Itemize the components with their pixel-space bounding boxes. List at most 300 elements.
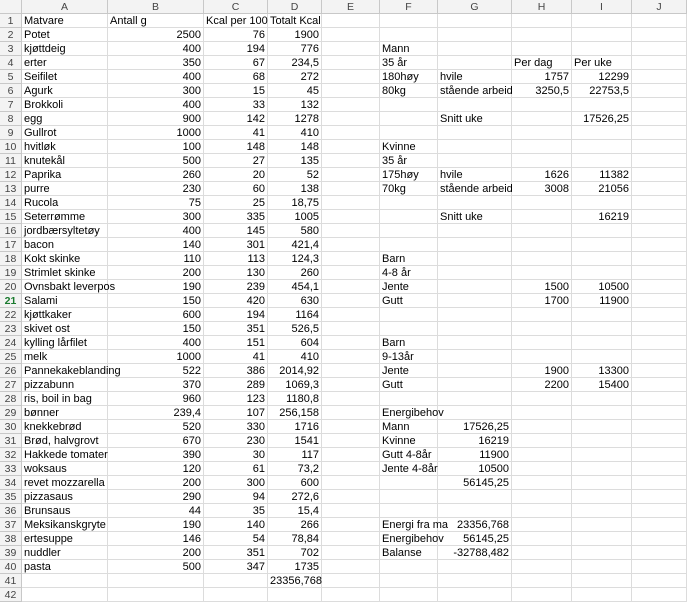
cell-i23[interactable] (572, 322, 632, 336)
cell-g27[interactable] (438, 378, 512, 392)
cell-g6[interactable]: stående arbeid (440, 85, 513, 97)
cell-d10[interactable]: 148 (268, 140, 322, 154)
cell-g35[interactable] (438, 490, 512, 504)
cell-b36[interactable]: 44 (108, 504, 204, 518)
row-header-29[interactable]: 29 (0, 406, 22, 420)
cell-j38[interactable] (632, 532, 687, 546)
cell-j15[interactable] (632, 210, 687, 224)
cell-f9[interactable] (380, 126, 438, 140)
cell-c41[interactable] (204, 574, 268, 588)
cell-j17[interactable] (632, 238, 687, 252)
cell-e21[interactable] (322, 294, 380, 308)
cell-d36[interactable]: 15,4 (268, 504, 322, 518)
cell-i8[interactable]: 17526,25 (572, 112, 632, 126)
cell-h19[interactable] (512, 266, 572, 280)
cell-g31[interactable]: 16219 (438, 434, 512, 448)
cell-f18[interactable]: Barn (380, 252, 438, 266)
row-header-11[interactable]: 11 (0, 154, 22, 168)
cell-i31[interactable] (572, 434, 632, 448)
row-header-5[interactable]: 5 (0, 70, 22, 84)
cell-g24[interactable] (438, 336, 512, 350)
cell-a39[interactable]: nuddler (22, 546, 108, 560)
cell-g26[interactable] (438, 364, 512, 378)
row-header-41[interactable]: 41 (0, 574, 22, 588)
cell-h17[interactable] (512, 238, 572, 252)
cell-d12[interactable]: 52 (268, 168, 322, 182)
cell-d37[interactable]: 266 (268, 518, 322, 532)
cell-b10[interactable]: 100 (108, 140, 204, 154)
cell-c29[interactable]: 107 (204, 406, 268, 420)
cell-d15[interactable]: 1005 (268, 210, 322, 224)
cell-f13[interactable]: 70kg (380, 182, 438, 196)
cell-b9[interactable]: 1000 (108, 126, 204, 140)
cell-g36[interactable] (438, 504, 512, 518)
row-header-12[interactable]: 12 (0, 168, 22, 182)
cell-c17[interactable]: 301 (204, 238, 268, 252)
cell-e4[interactable] (322, 56, 380, 70)
cell-f20[interactable]: Jente (380, 280, 438, 294)
cell-j21[interactable] (632, 294, 687, 308)
cell-d19[interactable]: 260 (268, 266, 322, 280)
cell-f29[interactable]: Energibehov (382, 407, 444, 419)
cell-d7[interactable]: 132 (268, 98, 322, 112)
cell-i22[interactable] (572, 308, 632, 322)
cell-a16[interactable]: jordbærsyltetøy (22, 224, 108, 238)
cell-a41[interactable] (22, 574, 108, 588)
cell-i5[interactable]: 12299 (572, 70, 632, 84)
cell-c37[interactable]: 140 (204, 518, 268, 532)
cell-c10[interactable]: 148 (204, 140, 268, 154)
cell-d14[interactable]: 18,75 (268, 196, 322, 210)
cell-g17[interactable] (438, 238, 512, 252)
cell-c32[interactable]: 30 (204, 448, 268, 462)
cell-a40[interactable]: pasta (22, 560, 108, 574)
cell-i3[interactable] (572, 42, 632, 56)
cell-f7[interactable] (380, 98, 438, 112)
cell-i24[interactable] (572, 336, 632, 350)
cell-g25[interactable] (438, 350, 512, 364)
cell-g14[interactable] (438, 196, 512, 210)
cell-g10[interactable] (438, 140, 512, 154)
cell-b41[interactable] (108, 574, 204, 588)
cell-b33[interactable]: 120 (108, 462, 204, 476)
cell-j36[interactable] (632, 504, 687, 518)
cell-c19[interactable]: 130 (204, 266, 268, 280)
cell-h36[interactable] (512, 504, 572, 518)
cell-b32[interactable]: 390 (108, 448, 204, 462)
cell-d29[interactable]: 256,158 (268, 406, 322, 420)
cell-i16[interactable] (572, 224, 632, 238)
cell-d9[interactable]: 410 (268, 126, 322, 140)
cell-e12[interactable] (322, 168, 380, 182)
cell-g7[interactable] (438, 98, 512, 112)
column-header-j[interactable]: J (632, 0, 687, 14)
cell-d6[interactable]: 45 (268, 84, 322, 98)
cell-b22[interactable]: 600 (108, 308, 204, 322)
cell-f15[interactable] (380, 210, 438, 224)
cell-e37[interactable] (322, 518, 380, 532)
cell-g33[interactable]: 10500 (438, 462, 512, 476)
row-header-15[interactable]: 15 (0, 210, 22, 224)
cell-d21[interactable]: 630 (268, 294, 322, 308)
row-header-36[interactable]: 36 (0, 504, 22, 518)
cell-a2[interactable]: Potet (22, 28, 108, 42)
cell-d42[interactable] (268, 588, 322, 602)
cell-b2[interactable]: 2500 (108, 28, 204, 42)
cell-c9[interactable]: 41 (204, 126, 268, 140)
cell-g18[interactable] (438, 252, 512, 266)
column-header-h[interactable]: H (512, 0, 572, 14)
column-header-i[interactable]: I (572, 0, 632, 14)
cell-g11[interactable] (438, 154, 512, 168)
cell-e39[interactable] (322, 546, 380, 560)
cell-e6[interactable] (322, 84, 380, 98)
cell-c21[interactable]: 420 (204, 294, 268, 308)
cell-b5[interactable]: 400 (108, 70, 204, 84)
row-header-38[interactable]: 38 (0, 532, 22, 546)
cell-b42[interactable] (108, 588, 204, 602)
cell-g8[interactable]: Snitt uke (438, 112, 512, 126)
cell-f1[interactable] (380, 14, 438, 28)
cell-f32[interactable]: Gutt 4-8år (380, 448, 438, 462)
cell-j37[interactable] (632, 518, 687, 532)
cell-h2[interactable] (512, 28, 572, 42)
row-header-39[interactable]: 39 (0, 546, 22, 560)
cell-a28[interactable]: ris, boil in bag (22, 392, 108, 406)
row-header-26[interactable]: 26 (0, 364, 22, 378)
cell-h31[interactable] (512, 434, 572, 448)
cell-e31[interactable] (322, 434, 380, 448)
cell-f41[interactable] (380, 574, 438, 588)
cell-j16[interactable] (632, 224, 687, 238)
cell-g40[interactable] (438, 560, 512, 574)
cell-j39[interactable] (632, 546, 687, 560)
cell-e33[interactable] (322, 462, 380, 476)
cell-d25[interactable]: 410 (268, 350, 322, 364)
cell-c15[interactable]: 335 (204, 210, 268, 224)
cell-c35[interactable]: 94 (204, 490, 268, 504)
cell-b6[interactable]: 300 (108, 84, 204, 98)
cell-c40[interactable]: 347 (204, 560, 268, 574)
cell-f38[interactable]: Energibehov (382, 533, 444, 545)
cell-a33[interactable]: woksaus (22, 462, 108, 476)
cell-g13[interactable]: stående arbeid (440, 183, 513, 195)
cell-g19[interactable] (438, 266, 512, 280)
cell-f11[interactable]: 35 år (380, 154, 438, 168)
cell-c25[interactable]: 41 (204, 350, 268, 364)
cell-f2[interactable] (380, 28, 438, 42)
cell-e25[interactable] (322, 350, 380, 364)
cell-g22[interactable] (438, 308, 512, 322)
cell-e35[interactable] (322, 490, 380, 504)
cell-a31[interactable]: Brød, halvgrovt (22, 434, 108, 448)
cell-f26[interactable]: Jente (380, 364, 438, 378)
cell-j40[interactable] (632, 560, 687, 574)
column-header-b[interactable]: B (108, 0, 204, 14)
cell-g20[interactable] (438, 280, 512, 294)
cell-c26[interactable]: 386 (204, 364, 268, 378)
cell-f42[interactable] (380, 588, 438, 602)
cell-f40[interactable] (380, 560, 438, 574)
cell-c39[interactable]: 351 (204, 546, 268, 560)
cell-a37[interactable]: Meksikanskgryte (22, 518, 108, 532)
cell-a6[interactable]: Agurk (22, 84, 108, 98)
cell-e32[interactable] (322, 448, 380, 462)
row-header-14[interactable]: 14 (0, 196, 22, 210)
cell-d20[interactable]: 454,1 (268, 280, 322, 294)
cell-j9[interactable] (632, 126, 687, 140)
cell-b14[interactable]: 75 (108, 196, 204, 210)
cell-h9[interactable] (512, 126, 572, 140)
cell-c7[interactable]: 33 (204, 98, 268, 112)
cell-f23[interactable] (380, 322, 438, 336)
cell-d8[interactable]: 1278 (268, 112, 322, 126)
column-header-c[interactable]: C (204, 0, 268, 14)
cell-h30[interactable] (512, 420, 572, 434)
row-header-32[interactable]: 32 (0, 448, 22, 462)
cell-h22[interactable] (512, 308, 572, 322)
cell-a7[interactable]: Brokkoli (22, 98, 108, 112)
cell-j29[interactable] (632, 406, 687, 420)
cell-f39[interactable]: Balanse (380, 546, 438, 560)
cell-a26[interactable]: Pannekakeblanding (24, 365, 121, 377)
cell-e16[interactable] (322, 224, 380, 238)
cell-h28[interactable] (512, 392, 572, 406)
cell-c18[interactable]: 113 (204, 252, 268, 266)
cell-d24[interactable]: 604 (268, 336, 322, 350)
cell-j4[interactable] (632, 56, 687, 70)
cell-g29[interactable] (438, 406, 512, 420)
cell-j23[interactable] (632, 322, 687, 336)
cell-h14[interactable] (512, 196, 572, 210)
cell-i2[interactable] (572, 28, 632, 42)
cell-i33[interactable] (572, 462, 632, 476)
cell-d16[interactable]: 580 (268, 224, 322, 238)
cell-e3[interactable] (322, 42, 380, 56)
cell-a18[interactable]: Kokt skinke (22, 252, 108, 266)
cell-c28[interactable]: 123 (204, 392, 268, 406)
cell-c4[interactable]: 67 (204, 56, 268, 70)
cell-g1[interactable] (438, 14, 512, 28)
cell-f36[interactable] (380, 504, 438, 518)
row-header-13[interactable]: 13 (0, 182, 22, 196)
cell-a32[interactable]: Hakkede tomater (24, 449, 108, 461)
cell-b28[interactable]: 960 (108, 392, 204, 406)
cell-h1[interactable] (512, 14, 572, 28)
row-header-6[interactable]: 6 (0, 84, 22, 98)
cell-d34[interactable]: 600 (268, 476, 322, 490)
cell-f27[interactable]: Gutt (380, 378, 438, 392)
row-header-35[interactable]: 35 (0, 490, 22, 504)
cell-e1[interactable] (322, 14, 380, 28)
cell-g5[interactable]: hvile (438, 70, 512, 84)
cell-j14[interactable] (632, 196, 687, 210)
cell-j28[interactable] (632, 392, 687, 406)
cell-b24[interactable]: 400 (108, 336, 204, 350)
cell-d2[interactable]: 1900 (268, 28, 322, 42)
cell-d22[interactable]: 1164 (268, 308, 322, 322)
cell-c12[interactable]: 20 (204, 168, 268, 182)
cell-h25[interactable] (512, 350, 572, 364)
cell-b31[interactable]: 670 (108, 434, 204, 448)
row-header-37[interactable]: 37 (0, 518, 22, 532)
cell-e40[interactable] (322, 560, 380, 574)
cell-d41[interactable]: 23356,768 (270, 575, 322, 587)
cell-h20[interactable]: 1500 (512, 280, 572, 294)
cell-d32[interactable]: 117 (268, 448, 322, 462)
row-header-20[interactable]: 20 (0, 280, 22, 294)
cell-f33[interactable]: Jente 4-8år (382, 463, 438, 475)
row-header-25[interactable]: 25 (0, 350, 22, 364)
cell-c36[interactable]: 35 (204, 504, 268, 518)
cell-b18[interactable]: 110 (108, 252, 204, 266)
cell-e14[interactable] (322, 196, 380, 210)
cell-d4[interactable]: 234,5 (268, 56, 322, 70)
cell-h21[interactable]: 1700 (512, 294, 572, 308)
cell-f30[interactable]: Mann (380, 420, 438, 434)
cell-d35[interactable]: 272,6 (268, 490, 322, 504)
cell-h27[interactable]: 2200 (512, 378, 572, 392)
cell-f19[interactable]: 4-8 år (380, 266, 438, 280)
cell-j26[interactable] (632, 364, 687, 378)
cell-g21[interactable] (438, 294, 512, 308)
cell-e15[interactable] (322, 210, 380, 224)
cell-i19[interactable] (572, 266, 632, 280)
cell-j20[interactable] (632, 280, 687, 294)
cell-h16[interactable] (512, 224, 572, 238)
cell-b23[interactable]: 150 (108, 322, 204, 336)
cell-j35[interactable] (632, 490, 687, 504)
cell-i7[interactable] (572, 98, 632, 112)
row-header-9[interactable]: 9 (0, 126, 22, 140)
cell-a21[interactable]: Salami (22, 294, 108, 308)
cell-b20[interactable]: 190 (108, 280, 204, 294)
cell-f6[interactable]: 80kg (380, 84, 438, 98)
cell-j34[interactable] (632, 476, 687, 490)
cell-e28[interactable] (322, 392, 380, 406)
column-header-f[interactable]: F (380, 0, 438, 14)
cell-b25[interactable]: 1000 (108, 350, 204, 364)
cell-e38[interactable] (322, 532, 380, 546)
cell-i35[interactable] (572, 490, 632, 504)
cell-e30[interactable] (322, 420, 380, 434)
cell-h29[interactable] (512, 406, 572, 420)
cell-i25[interactable] (572, 350, 632, 364)
cell-g15[interactable]: Snitt uke (438, 210, 512, 224)
cell-a9[interactable]: Gullrot (22, 126, 108, 140)
cell-j31[interactable] (632, 434, 687, 448)
cell-b13[interactable]: 230 (108, 182, 204, 196)
cell-a36[interactable]: Brunsaus (22, 504, 108, 518)
cell-h41[interactable] (512, 574, 572, 588)
cell-j1[interactable] (632, 14, 687, 28)
cell-b26[interactable]: 522 (108, 364, 204, 378)
cell-h6[interactable]: 3250,5 (512, 84, 572, 98)
cell-i29[interactable] (572, 406, 632, 420)
cell-e17[interactable] (322, 238, 380, 252)
cell-j5[interactable] (632, 70, 687, 84)
cell-e42[interactable] (322, 588, 380, 602)
cell-h5[interactable]: 1757 (512, 70, 572, 84)
row-header-19[interactable]: 19 (0, 266, 22, 280)
cell-a3[interactable]: kjøttdeig (22, 42, 108, 56)
cell-e9[interactable] (322, 126, 380, 140)
cell-g23[interactable] (438, 322, 512, 336)
cell-h42[interactable] (512, 588, 572, 602)
cell-j11[interactable] (632, 154, 687, 168)
cell-e20[interactable] (322, 280, 380, 294)
cell-e13[interactable] (322, 182, 380, 196)
cell-i39[interactable] (572, 546, 632, 560)
cell-e8[interactable] (322, 112, 380, 126)
cell-a23[interactable]: skivet ost (22, 322, 108, 336)
cell-j7[interactable] (632, 98, 687, 112)
cell-i42[interactable] (572, 588, 632, 602)
row-header-22[interactable]: 22 (0, 308, 22, 322)
cell-i34[interactable] (572, 476, 632, 490)
cell-j27[interactable] (632, 378, 687, 392)
cell-c11[interactable]: 27 (204, 154, 268, 168)
cell-i28[interactable] (572, 392, 632, 406)
cell-d11[interactable]: 135 (268, 154, 322, 168)
cell-d1[interactable]: Totalt Kcal (270, 15, 321, 27)
cell-d18[interactable]: 124,3 (268, 252, 322, 266)
cell-j6[interactable] (632, 84, 687, 98)
cell-b12[interactable]: 260 (108, 168, 204, 182)
cell-c30[interactable]: 330 (204, 420, 268, 434)
cell-h32[interactable] (512, 448, 572, 462)
cell-i9[interactable] (572, 126, 632, 140)
cell-i40[interactable] (572, 560, 632, 574)
cell-a15[interactable]: Seterrømme (22, 210, 108, 224)
column-header-a[interactable]: A (22, 0, 108, 14)
row-header-21[interactable]: 21 (0, 294, 22, 308)
cell-f21[interactable]: Gutt (380, 294, 438, 308)
cell-g32[interactable]: 11900 (438, 448, 512, 462)
cell-f24[interactable]: Barn (380, 336, 438, 350)
cell-b35[interactable]: 290 (108, 490, 204, 504)
cell-i12[interactable]: 11382 (572, 168, 632, 182)
cell-h11[interactable] (512, 154, 572, 168)
cell-g12[interactable]: hvile (438, 168, 512, 182)
cell-b38[interactable]: 146 (108, 532, 204, 546)
cell-g34[interactable]: 56145,25 (438, 476, 512, 490)
cell-a12[interactable]: Paprika (22, 168, 108, 182)
cell-e24[interactable] (322, 336, 380, 350)
cell-f35[interactable] (380, 490, 438, 504)
cell-i10[interactable] (572, 140, 632, 154)
cell-h18[interactable] (512, 252, 572, 266)
cell-e41[interactable] (322, 574, 380, 588)
cell-j12[interactable] (632, 168, 687, 182)
cell-i21[interactable]: 11900 (572, 294, 632, 308)
cell-c34[interactable]: 300 (204, 476, 268, 490)
row-header-40[interactable]: 40 (0, 560, 22, 574)
cell-g4[interactable] (438, 56, 512, 70)
cell-a27[interactable]: pizzabunn (22, 378, 108, 392)
cell-d26[interactable]: 2014,92 (268, 364, 322, 378)
cell-j13[interactable] (632, 182, 687, 196)
cell-b1[interactable]: Antall g (108, 14, 204, 28)
cell-c5[interactable]: 68 (204, 70, 268, 84)
cell-h4[interactable]: Per dag (512, 56, 572, 70)
row-header-34[interactable]: 34 (0, 476, 22, 490)
cell-g30[interactable]: 17526,25 (438, 420, 512, 434)
cell-e22[interactable] (322, 308, 380, 322)
cell-i15[interactable]: 16219 (572, 210, 632, 224)
cell-e10[interactable] (322, 140, 380, 154)
cell-j10[interactable] (632, 140, 687, 154)
